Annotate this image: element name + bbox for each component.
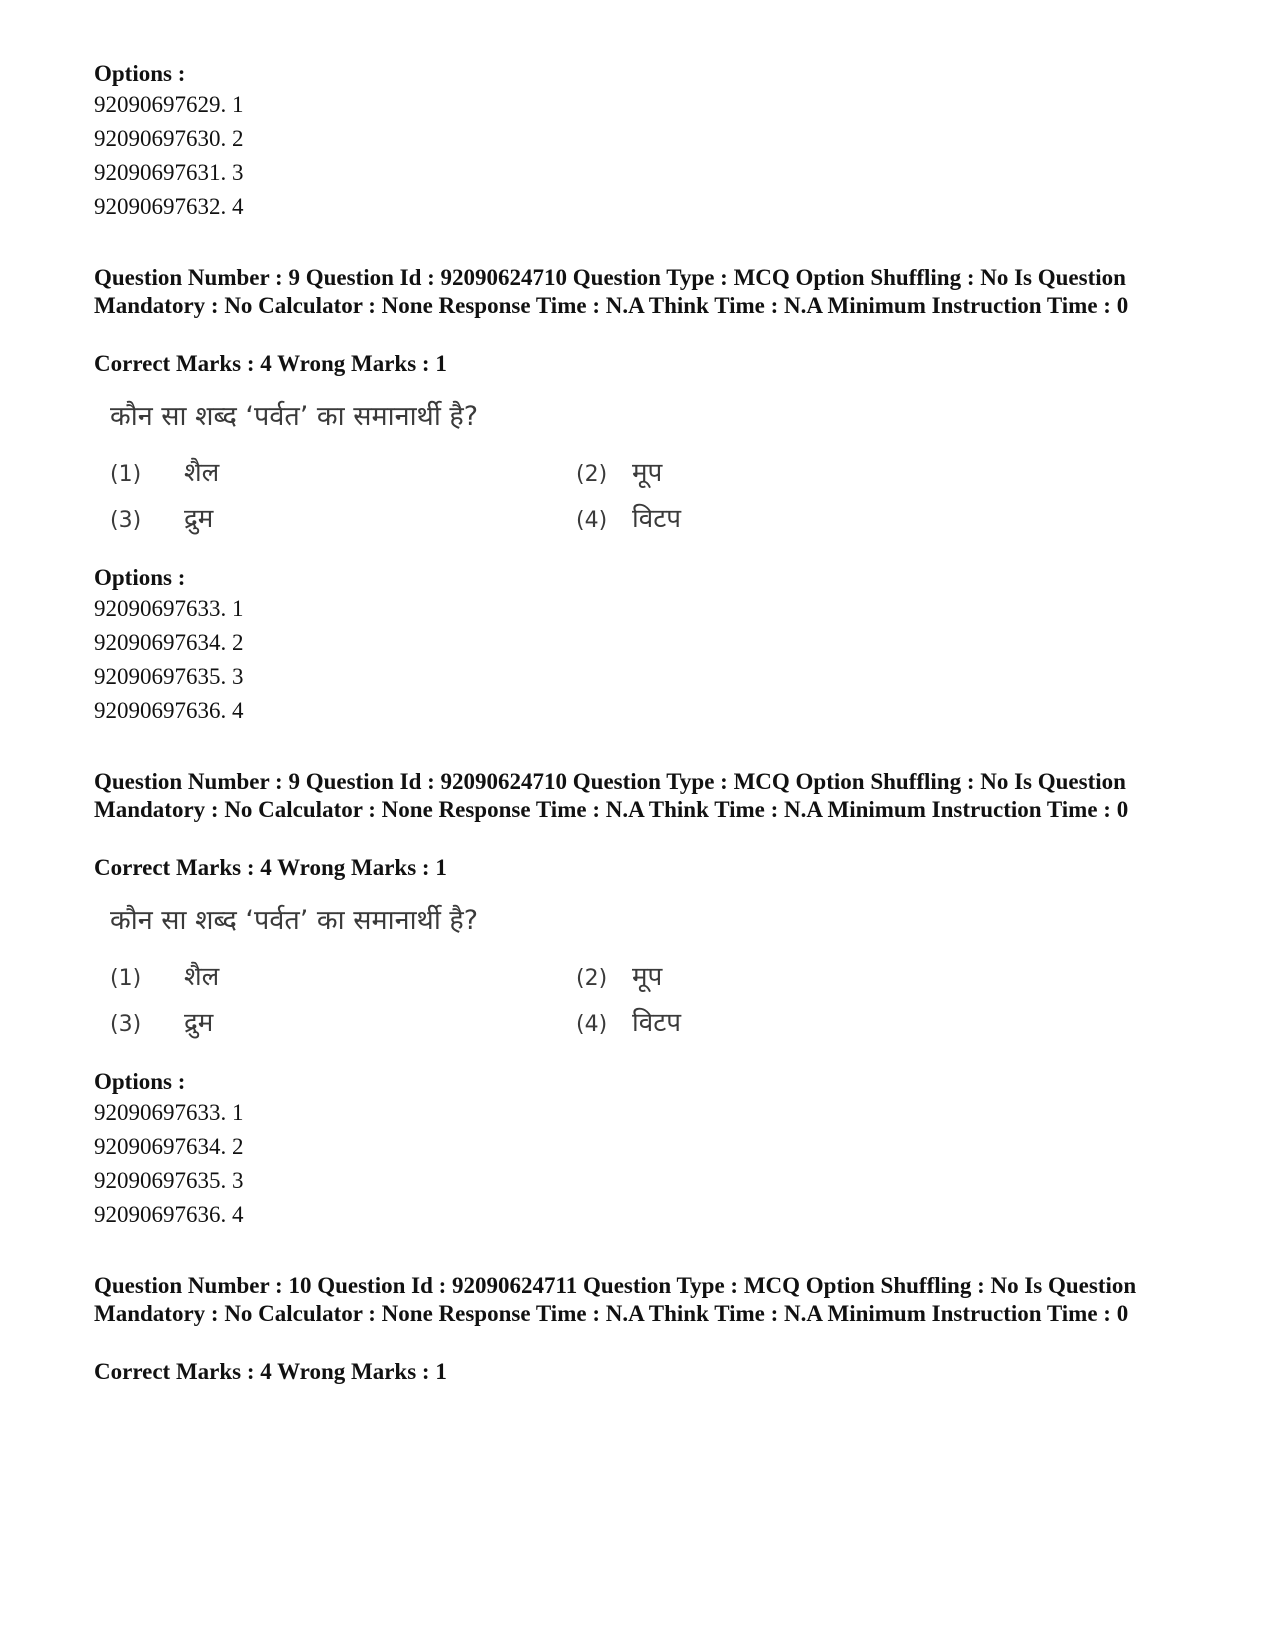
options-heading: Options : — [94, 61, 186, 86]
option-item: 92090697635. 3 — [94, 1168, 244, 1193]
options-list — [94, 1096, 244, 1232]
choice-text: शैल — [184, 962, 220, 992]
choice-number: (3) — [110, 508, 142, 533]
choice-1 — [110, 456, 219, 492]
choice-3 — [110, 1006, 213, 1042]
option-item: 92090697634. 2 — [94, 1134, 244, 1159]
choice-text: विटप — [632, 504, 682, 534]
options-list — [94, 592, 244, 728]
choice-2 — [576, 456, 662, 492]
option-item: 92090697631. 3 — [94, 160, 244, 185]
marks-line: Correct Marks : 4 Wrong Marks : 1 — [94, 1359, 447, 1384]
option-item: 92090697634. 2 — [94, 630, 244, 655]
question-header: Question Number : 10 Question Id : 92090624711 Question Type : MCQ Option Shuffling : No Is Question Mandatory : No Calculator : None Response Time : N.A Think Time : N.A Minimum Instruction Time : 0 — [94, 1273, 1137, 1326]
choice-text: मूप — [632, 458, 663, 488]
question-text: कौन सा शब्द ‘पर्वत’ का समानार्थी है? — [110, 905, 479, 936]
choice-number: (4) — [576, 1012, 608, 1037]
marks-line: Correct Marks : 4 Wrong Marks : 1 — [94, 855, 447, 880]
choice-2 — [576, 960, 662, 996]
choice-text: शैल — [184, 458, 220, 488]
choice-4 — [576, 502, 681, 538]
choice-text: द्रुम — [184, 1008, 214, 1038]
choice-number: (4) — [576, 508, 608, 533]
choice-4 — [576, 1006, 681, 1042]
options-heading: Options : — [94, 565, 186, 590]
choice-number: (1) — [110, 462, 142, 487]
options-heading: Options : — [94, 1069, 186, 1094]
question-header: Question Number : 9 Question Id : 92090624710 Question Type : MCQ Option Shuffling : No Is Question Mandatory : No Calculator : None Response Time : N.A Think Time : N.A Minimum Instruction Time : 0 — [94, 265, 1129, 318]
option-item: 92090697636. 4 — [94, 1202, 244, 1227]
option-item: 92090697635. 3 — [94, 664, 244, 689]
option-item: 92090697630. 2 — [94, 126, 244, 151]
choice-number: (2) — [576, 966, 608, 991]
choice-number: (2) — [576, 462, 608, 487]
options-list — [94, 88, 244, 224]
choice-text: विटप — [632, 1008, 682, 1038]
question-image — [110, 400, 730, 540]
option-item: 92090697632. 4 — [94, 194, 244, 219]
choice-number: (1) — [110, 966, 142, 991]
choice-text: मूप — [632, 962, 663, 992]
option-item: 92090697633. 1 — [94, 596, 244, 621]
choice-number: (3) — [110, 1012, 142, 1037]
choice-1 — [110, 960, 219, 996]
marks-line: Correct Marks : 4 Wrong Marks : 1 — [94, 351, 447, 376]
option-item: 92090697636. 4 — [94, 698, 244, 723]
option-item: 92090697629. 1 — [94, 92, 244, 117]
choice-3 — [110, 502, 213, 538]
question-header: Question Number : 9 Question Id : 92090624710 Question Type : MCQ Option Shuffling : No Is Question Mandatory : No Calculator : None Response Time : N.A Think Time : N.A Minimum Instruction Time : 0 — [94, 769, 1129, 822]
option-item: 92090697633. 1 — [94, 1100, 244, 1125]
question-text: कौन सा शब्द ‘पर्वत’ का समानार्थी है? — [110, 401, 479, 432]
choice-text: द्रुम — [184, 504, 214, 534]
question-image — [110, 904, 730, 1044]
